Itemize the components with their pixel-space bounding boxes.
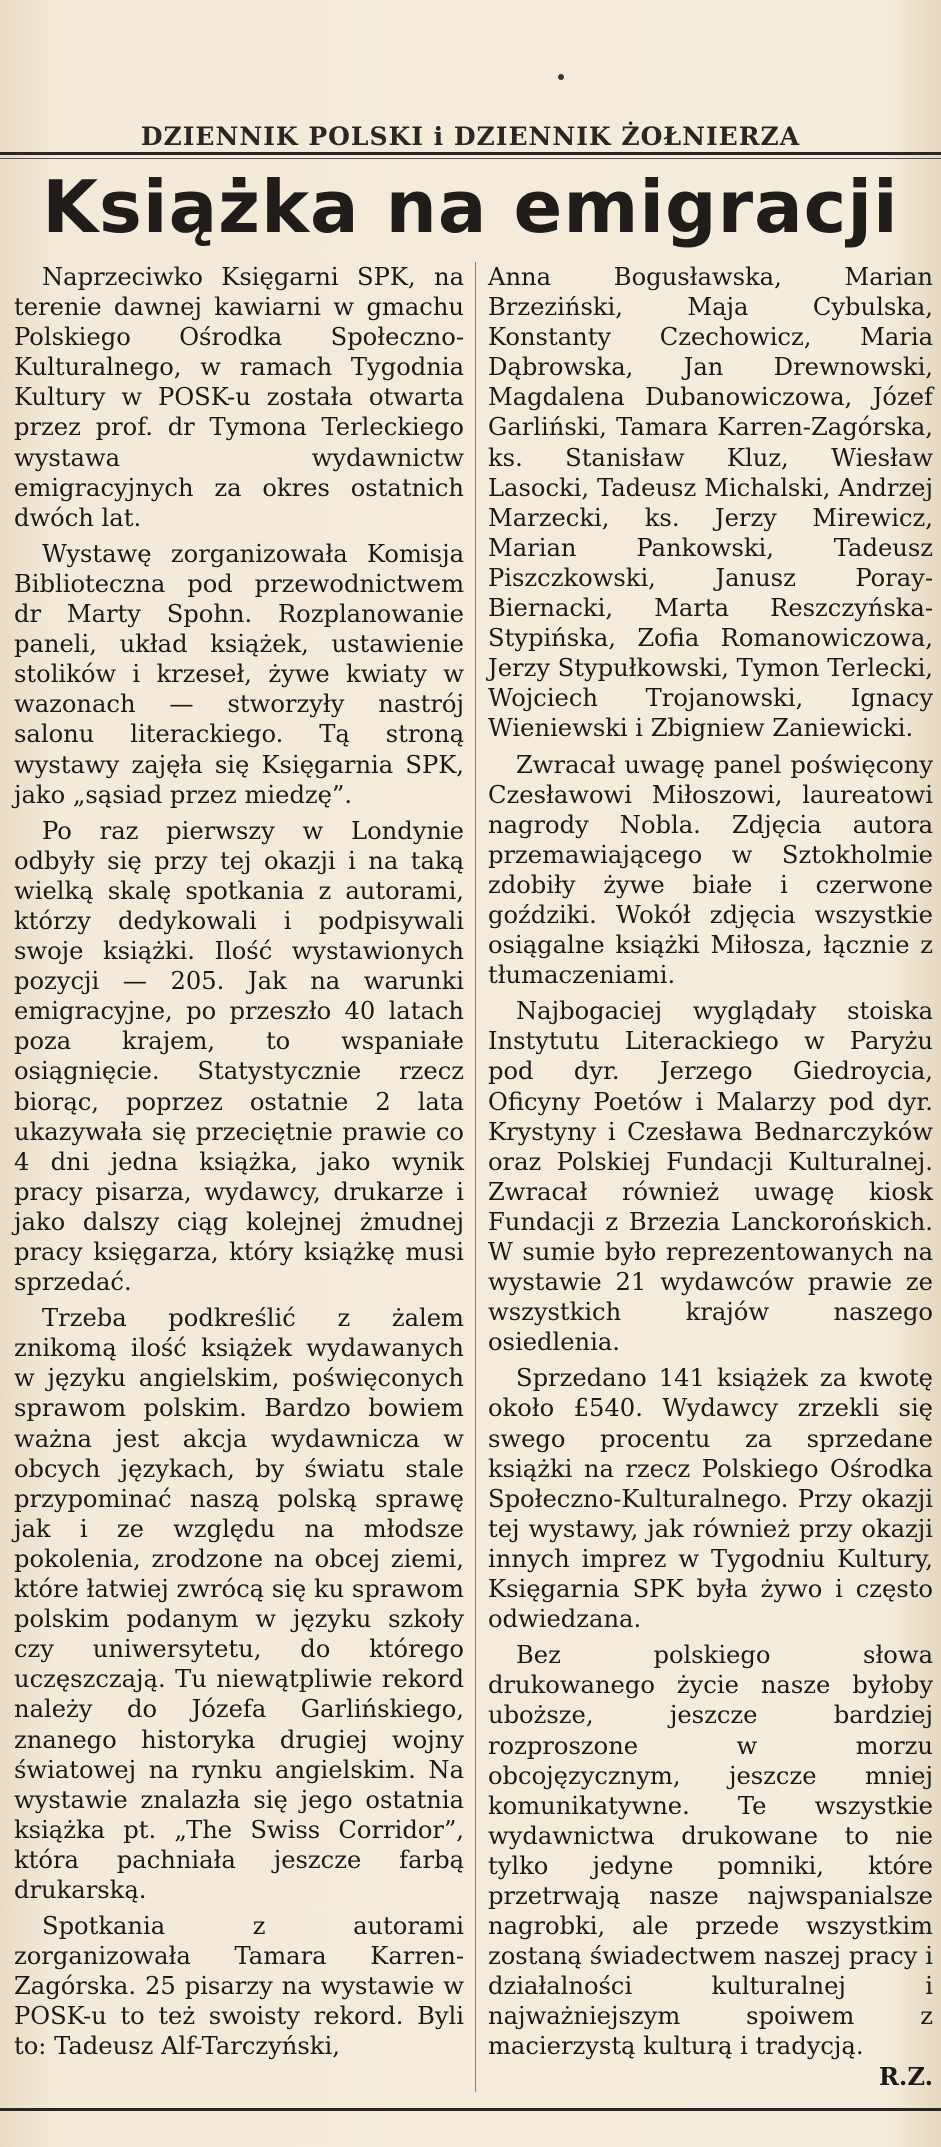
paragraph: Wystawę zorganizowała Komisja Biblioteczna pod przewodnictwem dr Marty Spohn. Rozplanowanie paneli, układ książek, ustawienie stolików i krzeseł, żywe kwiaty w wazonach — stworzyły nastrój salonu literackiego. Tą stroną wystawy zajęła się Księgarnia SPK, jako „sąsiad przez miedzę”. — [14, 539, 464, 809]
left-column — [14, 262, 464, 2068]
paragraph: Trzeba podkreślić z żalem znikomą ilość książek wydawanych w języku angielskim, poświęconych sprawom polskim. Bardzo bowiem ważna jest akcja wydawnicza w obcych językach, by światu stale przypominać naszą polską sprawę jak i ze względu na młodsze pokolenia, zrodzone na obcej ziemi, które łatwiej zwrócą się ku sprawom polskim podanym w języku szkoły czy uniwersytetu, do którego uczęszczają. Tu niewątpliwie rekord należy do Józefa Garlińskiego, znanego historyka drugiej wojny światowej na rynku angielskim. Na wystawie znalazła się jego ostatnia książka pt. „The Swiss Corridor”, która pachniała jeszcze farbą drukarską. — [14, 1304, 464, 1904]
paragraph: Naprzeciwko Księgarni SPK, na terenie dawnej kawiarni w gmachu Polskiego Ośrodka Społeczno-Kulturalnego, w ramach Tygodnia Kultury w POSK-u została otwarta przez prof. dr Tymona Terleckiego wystawa wydawnictw emigracyjnych za okres ostatnich dwóch lat. — [14, 263, 464, 532]
paragraph: Najbogaciej wyglądały stoiska Instytutu Literackiego w Paryżu pod dyr. Jerzego Giedroycia, Oficyny Poetów i Malarzy pod dyr. Krystyny i Czesława Bednarczyków oraz Polskiej Fundacji Kulturalnej. Zwracał również uwagę kiosk Fundacji z Brzezia Lanckorońskich. W sumie było reprezentowanych na wystawie 21 wydawców prawie ze wszystkich krajów naszego osiedlenia. — [488, 997, 933, 1357]
article-headline: Książka na emigracji — [42, 165, 899, 249]
masthead: DZIENNIK POLSKI i DZIENNIK ŻOŁNIERZA — [140, 122, 801, 151]
right-column — [488, 262, 933, 2092]
paragraph: Spotkania z autorami zorganizowała Tamara Karren-Zagórska. 25 pisarzy na wystawie w POSK-u to też swoisty rekord. Byli to: Tadeusz Alf-Tarczyński, — [14, 1912, 464, 2061]
ink-speck — [558, 74, 564, 80]
paragraph: Bez polskiego słowa drukowanego życie nasze byłoby uboższe, jeszcze bardziej rozproszone w morzu obcojęzycznym, jeszcze mniej komunikatywne. Te wszystkie wydawnictwa drukowane to nie tylko jedyne pomniki, które przetrwają nasze najwspanialsze nagrobki, ale przede wszystkim zostaną świadectwem naszej pracy i działalności kulturalnej i najważniejszym spoiwem z macierzystą kulturą i tradycją. — [488, 1641, 933, 2061]
paragraph: Po raz pierwszy w Londynie odbyły się przy tej okazji i na taką wielką skalę spotkania z autorami, którzy dedykowali i podpisywali swoje książki. Ilość wystawionych pozycji — 205. Jak na warunki emigracyjne, po przeszło 40 latach poza krajem, to wspaniałe osiągnięcie. Statystycznie rzecz biorąc, poprzez ostatnie 2 lata ukazywała się przeciętnie prawie co 4 dni jedna książka, jako wynik pracy pisarza, wydawcy, drukarze i jako dalszy ciąg kolejnej żmudnej pracy księgarza, który książkę musi sprzedać. — [14, 816, 464, 1297]
author-signature: R.Z. — [878, 2061, 933, 2091]
bottom-rule — [0, 2108, 941, 2111]
paragraph: Sprzedano 141 książek za kwotę około £540. Wydawcy zrzekli się swego procentu za sprzedane książki na rzecz Polskiego Ośrodka Społeczno-Kulturalnego. Przy okazji tej wystawy, jak również przy okazji innych imprez w Tygodniu Kultury, Księgarnia SPK była żywo i często odwiedzana. — [488, 1364, 933, 1634]
masthead-rule — [0, 152, 941, 155]
paragraph: Anna Bogusławska, Marian Brzeziński, Maja Cybulska, Konstanty Czechowicz, Maria Dąbrowska, Jan Drewnowski, Magdalena Dubanowiczowa, Józef Garliński, Tamara Karren-Zagórska, ks. Stanisław Kluz, Wiesław Lasocki, Tadeusz Michalski, Andrzej Marzecki, ks. Jerzy Mirewicz, Marian Pankowski, Tadeusz Piszczkowski, Janusz Poray-Biernacki, Marta Reszczyńska-Stypińska, Zofia Romanowiczowa, Jerzy Stypułkowski, Tymon Terlecki, Wojciech Trojanowski, Ignacy Wieniewski i Zbigniew Zaniewicki. — [488, 263, 933, 743]
paragraph: Zwracał uwagę panel poświęcony Czesławowi Miłoszowi, laureatowi nagrody Nobla. Zdjęcia autora przemawiającego w Sztokholmie zdobiły żywe białe i czerwone goździki. Wokół zdjęcia wszystkie osiągalne książki Miłosza, łącznie z tłumaczeniami. — [488, 750, 933, 990]
masthead-rule-thin — [0, 158, 941, 159]
column-divider — [475, 262, 476, 2092]
